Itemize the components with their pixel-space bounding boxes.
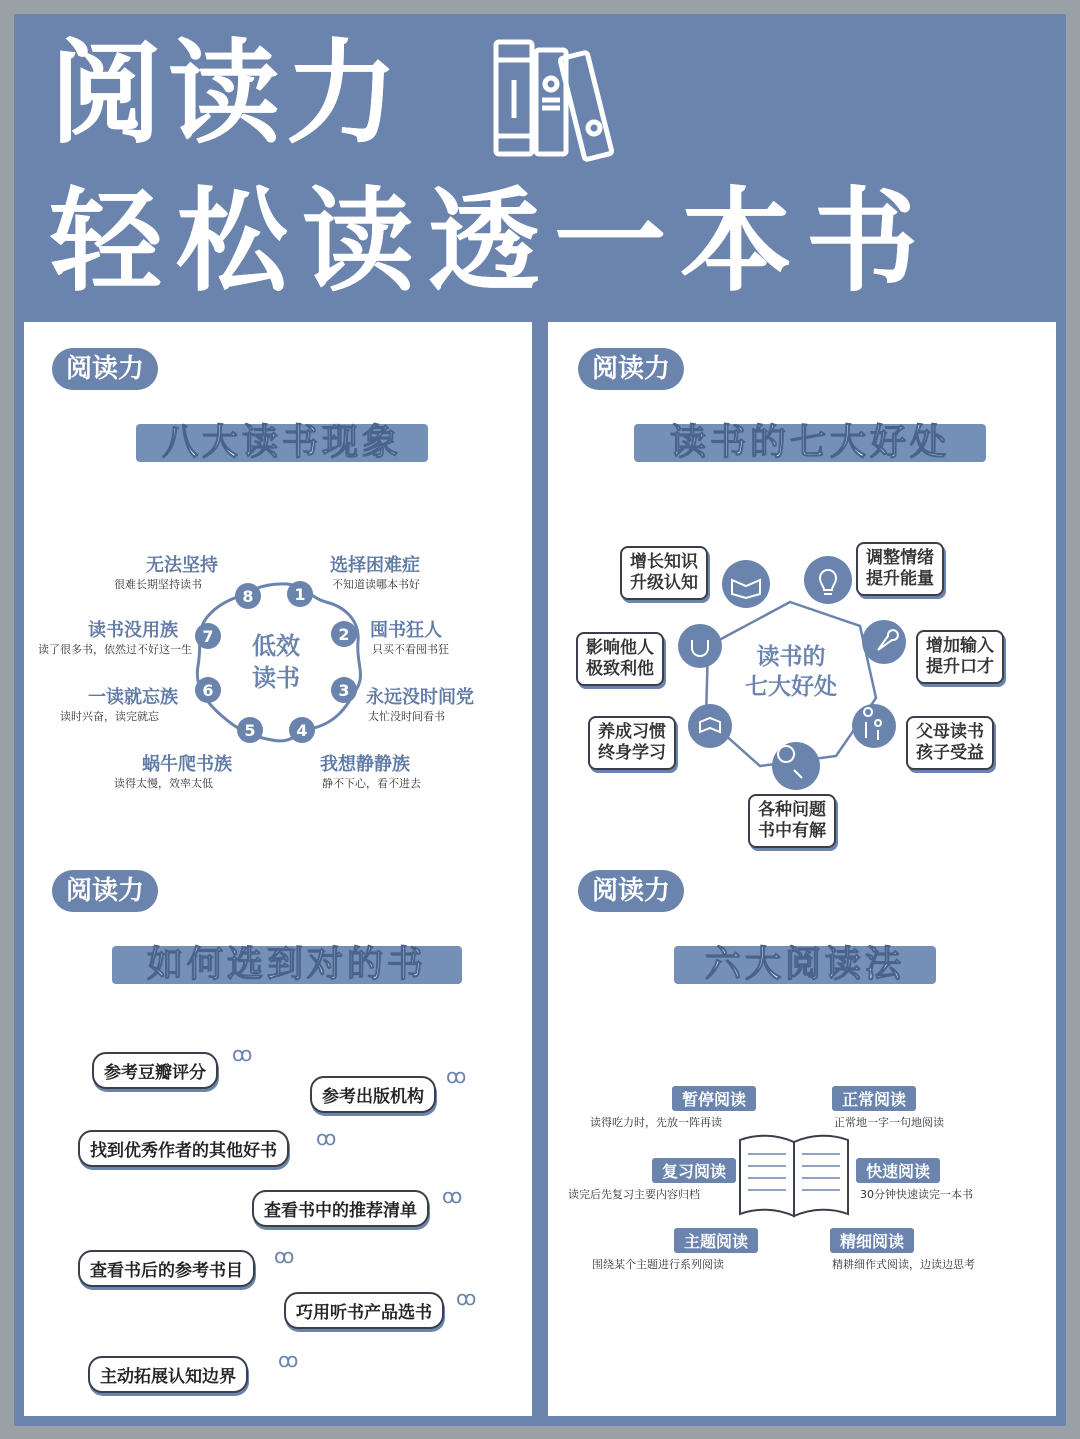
swirl-icon: ꝏ bbox=[232, 1042, 253, 1066]
phenomenon-label: 无法坚持 bbox=[146, 555, 218, 576]
benefit-line1: 影响他人 bbox=[586, 638, 654, 658]
benefit-box bbox=[906, 716, 994, 770]
number-3: 3 bbox=[338, 681, 350, 700]
method-tag: 暂停阅读 bbox=[672, 1086, 756, 1111]
book-hand-icon-circle bbox=[722, 560, 770, 608]
phenomenon-label: 选择困难症 bbox=[330, 555, 420, 576]
phenomenon-desc: 读了很多书，依然过不好这一生 bbox=[38, 643, 192, 656]
center-line2: 读书 bbox=[252, 664, 300, 692]
center-line1: 读书的 bbox=[756, 644, 826, 670]
benefit-box bbox=[916, 630, 1004, 684]
phenomena-diagram bbox=[190, 578, 370, 748]
method-desc: 30分钟快速读完一本书 bbox=[860, 1188, 973, 1201]
method-desc: 精耕细作式阅读，边读边思考 bbox=[832, 1258, 975, 1271]
phenomenon-desc: 读时兴奋，读完就忘 bbox=[60, 710, 159, 723]
method-desc: 读得吃力时，先放一阵再读 bbox=[590, 1116, 722, 1129]
phenomenon-label: 囤书狂人 bbox=[370, 620, 442, 641]
center-line1: 低效 bbox=[252, 632, 300, 660]
section-title bbox=[674, 940, 936, 990]
books-icon bbox=[490, 36, 630, 166]
tip-bubble: 找到优秀作者的其他好书 bbox=[78, 1130, 289, 1167]
phenomenon-desc: 静不下心，看不进去 bbox=[322, 777, 421, 790]
method-desc: 正常地一字一句地阅读 bbox=[834, 1116, 944, 1129]
section-title-text: 八大读书现象 bbox=[161, 422, 402, 463]
header-title-line1: 阅读力 bbox=[50, 29, 404, 159]
benefit-line2: 极致利他 bbox=[586, 659, 654, 679]
benefit-line1: 养成习惯 bbox=[598, 722, 666, 742]
benefit-line1: 增长知识 bbox=[630, 552, 698, 572]
number-4: 4 bbox=[296, 721, 308, 740]
phenomenon-desc: 不知道读哪本书好 bbox=[332, 578, 420, 591]
method-tag: 主题阅读 bbox=[674, 1228, 758, 1253]
phenomenon-desc: 太忙没时间看书 bbox=[368, 710, 445, 723]
method-tag: 快速阅读 bbox=[856, 1158, 940, 1183]
number-5: 5 bbox=[244, 721, 256, 740]
benefit-line1: 父母读书 bbox=[916, 722, 984, 742]
tip-bubble: 查看书后的参考书目 bbox=[78, 1250, 255, 1287]
benefit-line1: 调整情绪 bbox=[866, 548, 934, 568]
reader-icon-circle bbox=[688, 704, 732, 748]
benefit-line2: 升级认知 bbox=[630, 573, 698, 593]
tip-bubble: 查看书中的推荐清单 bbox=[252, 1190, 429, 1227]
benefit-line2: 提升能量 bbox=[866, 569, 934, 589]
tip-bubble: 参考豆瓣评分 bbox=[92, 1052, 218, 1089]
phenomenon-label: 蜗牛爬书族 bbox=[142, 754, 232, 775]
phenomenon-label: 一读就忘族 bbox=[88, 687, 178, 708]
section-title bbox=[634, 418, 986, 468]
benefit-line2: 孩子受益 bbox=[916, 743, 984, 763]
phenomenon-label: 永远没时间党 bbox=[366, 687, 474, 708]
benefit-box bbox=[620, 546, 708, 600]
benefit-line1: 增加输入 bbox=[926, 636, 994, 656]
lightbulb-icon-circle bbox=[804, 556, 852, 604]
section-title bbox=[112, 940, 462, 990]
panel-reading-benefits bbox=[548, 322, 1056, 1416]
parent-child-icon-circle bbox=[852, 704, 896, 748]
method-desc: 围绕某个主题进行系列阅读 bbox=[592, 1258, 724, 1271]
method-tag: 精细阅读 bbox=[830, 1228, 914, 1253]
badge: 阅读力 bbox=[52, 348, 158, 390]
center-line2: 七大好处 bbox=[745, 674, 837, 700]
badge: 阅读力 bbox=[52, 870, 158, 912]
benefit-box bbox=[588, 716, 676, 770]
benefit-line2: 提升口才 bbox=[926, 657, 994, 677]
method-tag: 复习阅读 bbox=[652, 1158, 736, 1183]
number-7: 7 bbox=[202, 627, 214, 646]
section-title bbox=[136, 418, 428, 468]
method-tag: 正常阅读 bbox=[832, 1086, 916, 1111]
section-title-text: 如何选到对的书 bbox=[146, 944, 427, 985]
phenomenon-label: 我想静静族 bbox=[320, 754, 410, 775]
phenomenon-desc: 读得太慢，效率太低 bbox=[114, 777, 213, 790]
benefit-box bbox=[748, 794, 836, 848]
number-8: 8 bbox=[242, 587, 254, 606]
benefit-line2: 终身学习 bbox=[598, 743, 666, 763]
swirl-icon: ꝏ bbox=[442, 1184, 463, 1208]
number-6: 6 bbox=[202, 681, 214, 700]
section-title-text: 读书的七大好处 bbox=[669, 422, 950, 463]
badge: 阅读力 bbox=[578, 348, 684, 390]
tip-bubble: 主动拓展认知边界 bbox=[88, 1356, 248, 1393]
section-title-text: 六大阅读法 bbox=[704, 944, 905, 985]
number-2: 2 bbox=[338, 625, 350, 644]
open-book-icon bbox=[736, 1132, 852, 1222]
swirl-icon: ꝏ bbox=[456, 1286, 477, 1310]
number-1: 1 bbox=[294, 585, 306, 604]
benefit-line2: 书中有解 bbox=[758, 821, 826, 841]
swirl-icon: ꝏ bbox=[278, 1348, 299, 1372]
tip-bubble: 参考出版机构 bbox=[310, 1076, 436, 1113]
benefit-box bbox=[856, 542, 944, 596]
swirl-icon: ꝏ bbox=[274, 1244, 295, 1268]
phenomenon-label: 读书没用族 bbox=[88, 620, 178, 641]
swirl-icon: ꝏ bbox=[316, 1126, 337, 1150]
swirl-icon: ꝏ bbox=[446, 1064, 467, 1088]
benefit-line1: 各种问题 bbox=[758, 800, 826, 820]
magnet-icon-circle bbox=[678, 624, 722, 668]
badge: 阅读力 bbox=[578, 870, 684, 912]
method-desc: 读完后先复习主要内容归档 bbox=[568, 1188, 700, 1201]
phenomenon-desc: 只买不看囤书狂 bbox=[372, 643, 449, 656]
header-title-line2: 轻松读透一本书 bbox=[50, 177, 932, 307]
phenomenon-desc: 很难长期坚持读书 bbox=[114, 578, 202, 591]
tip-bubble: 巧用听书产品选书 bbox=[284, 1292, 444, 1329]
benefit-box bbox=[576, 632, 664, 686]
